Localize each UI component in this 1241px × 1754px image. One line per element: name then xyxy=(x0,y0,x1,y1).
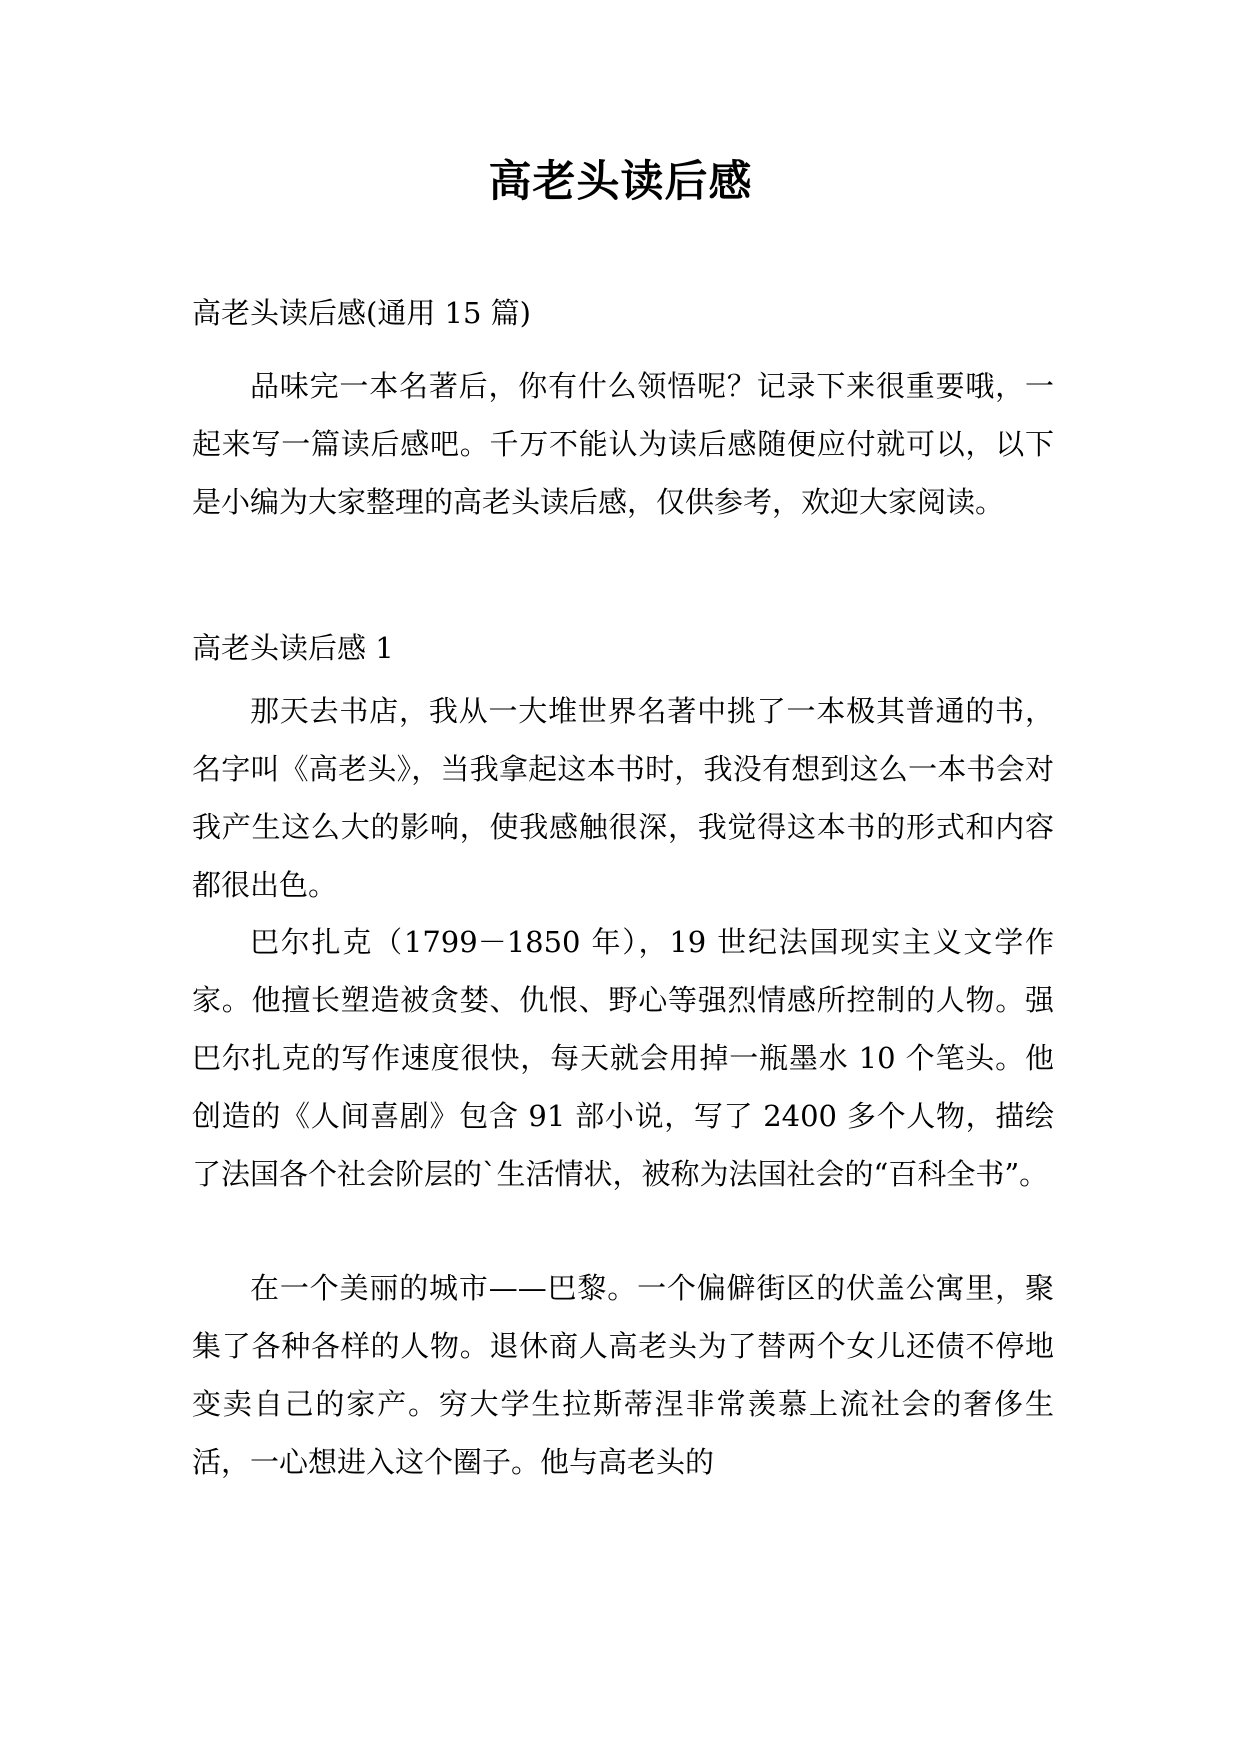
document-subtitle: 高老头读后感(通用 15 篇) xyxy=(192,296,531,330)
body-paragraph-2: 巴尔扎克（1799－1850 年），19 世纪法国现实主义文学作家。他擅长塑造被贪婪、仇恨、野心等强烈情感所控制的人物。强巴尔扎克的写作速度很快，每天就会用掉一瓶墨水 10 个笔头。他创造的《人间喜剧》包含 91 部小说，写了 2400 多个人物，描绘了法国各个社会阶层的`生活情状，被称为法国社会的“百科全书”。 xyxy=(192,925,1054,1191)
intro-paragraph: 品味完一本名著后，你有什么领悟呢？记录下来很重要哦，一起来写一篇读后感吧。千万不能认为读后感随便应付就可以，以下是小编为大家整理的高老头读后感，仅供参考，欢迎大家阅读。 xyxy=(192,369,1054,519)
body-paragraph-1: 那天去书店，我从一大堆世界名著中挑了一本极其普通的书，名字叫《高老头》，当我拿起这本书时，我没有想到这么一本书会对我产生这么大的影响，使我感触很深，我觉得这本书的形式和内容都很出色。 xyxy=(192,694,1054,902)
section-heading: 高老头读后感 1 xyxy=(192,631,394,665)
body-paragraph-3: 在一个美丽的城市——巴黎。一个偏僻街区的伏盖公寓里，聚集了各种各样的人物。退休商人高老头为了替两个女儿还债不停地变卖自己的家产。穷大学生拉斯蒂涅非常羡慕上流社会的奢侈生活，一心想进入这个圈子。他与高老头的 xyxy=(192,1271,1054,1479)
document-title: 高老头读后感 xyxy=(488,157,753,207)
